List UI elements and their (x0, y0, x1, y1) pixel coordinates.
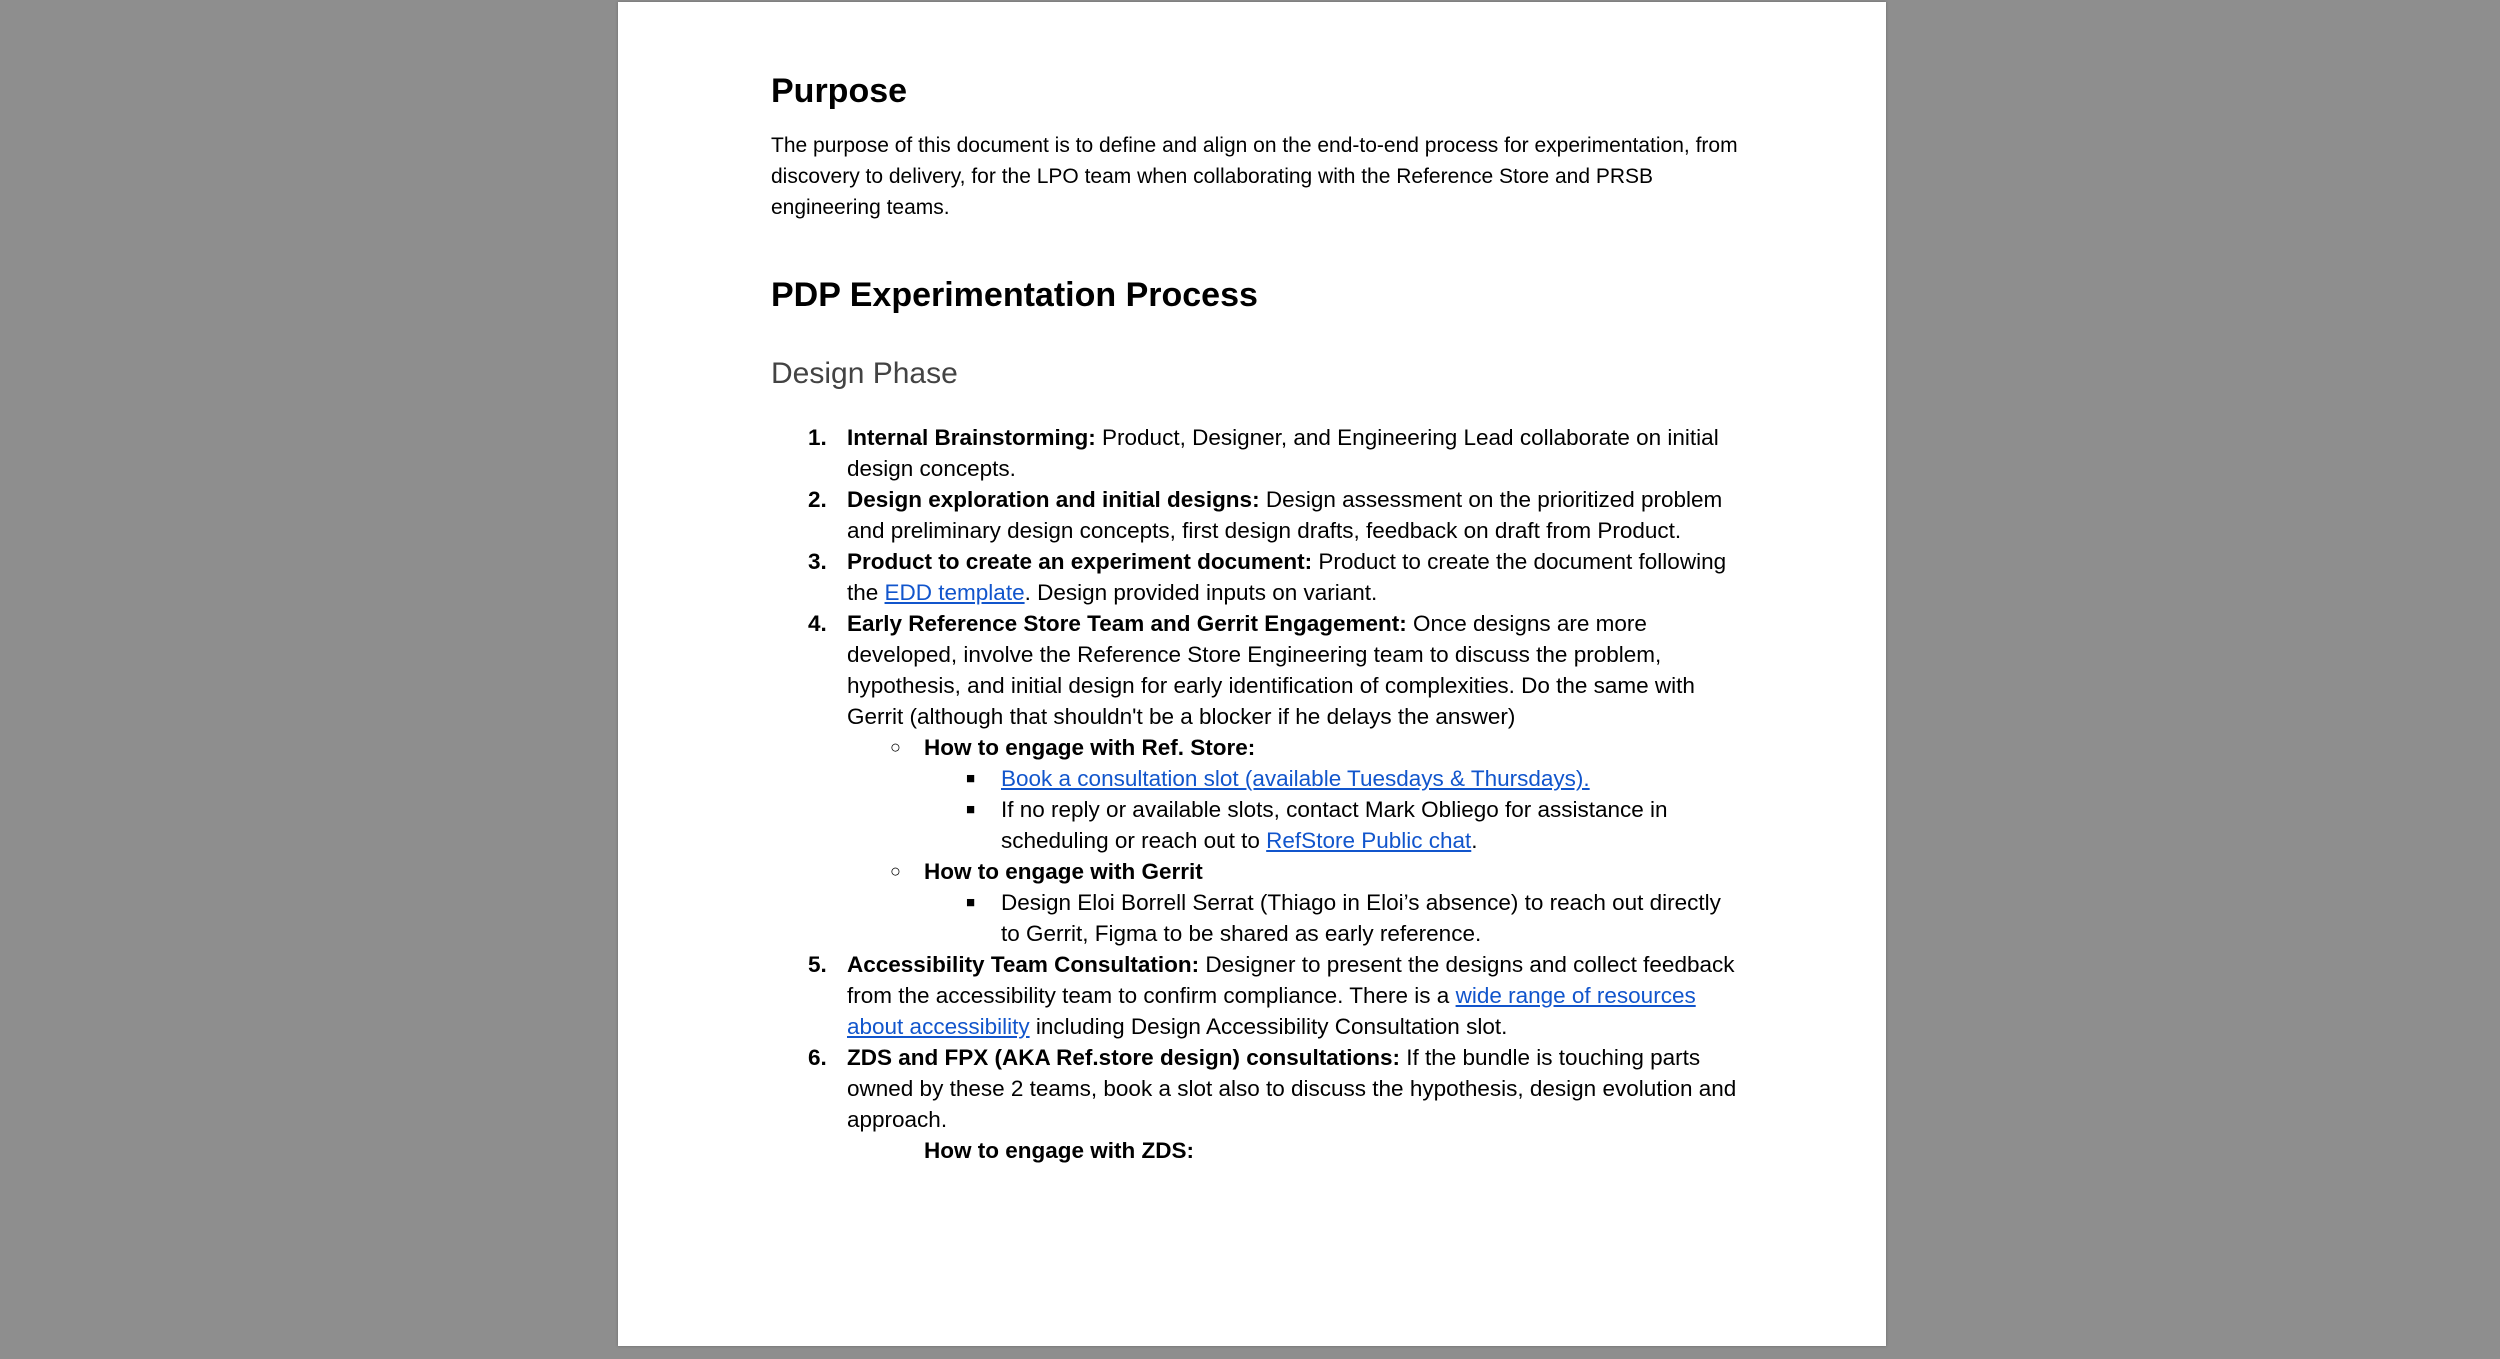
list-item-text (847, 422, 1747, 484)
square-bullet-icon: ■ (966, 770, 976, 787)
list-number: 3. (808, 549, 827, 574)
sub-item-refstore (771, 732, 1751, 763)
list-item-text (847, 608, 1747, 732)
step-body-after: including Design Accessibility Consultation slot. (1029, 1014, 1508, 1039)
list-item-6 (771, 1042, 1751, 1135)
zds-engage-label: How to engage with ZDS: (924, 1138, 1194, 1163)
step-body-after: . Design provided inputs on variant. (1024, 580, 1378, 605)
subsub-body-after: . (1471, 828, 1478, 853)
step-title: Early Reference Store Team and Gerrit Engagement: (847, 611, 1407, 636)
step-body: If the bundle is touching parts owned by these 2 teams, book a slot also to discuss the hypothesis, design evolution and approach. (847, 1045, 1737, 1132)
square-bullet-icon: ■ (966, 801, 976, 818)
list-number: 5. (808, 952, 827, 977)
process-heading: PDP Experimentation Process (771, 276, 1258, 314)
list-item-5 (771, 949, 1751, 1042)
list-item-4 (771, 608, 1751, 732)
list-number: 1. (808, 425, 827, 450)
step-title: ZDS and FPX (AKA Ref.store design) consultations: (847, 1045, 1400, 1070)
list-item-3 (771, 546, 1751, 608)
sub-item-gerrit (771, 856, 1751, 887)
design-phase-list (771, 422, 1751, 1166)
list-number: 4. (808, 611, 827, 636)
subsub-body: If no reply or available slots, contact Mark Obliego for assistance in scheduling or reach out to (1001, 797, 1668, 853)
document-page (618, 2, 1886, 1346)
sub-item-label: How to engage with Gerrit (924, 859, 1203, 884)
book-consultation-link[interactable]: Book a consultation slot (available Tuesdays & Thursdays). (1001, 766, 1590, 791)
step-title: Internal Brainstorming: (847, 425, 1096, 450)
list-item-1 (771, 422, 1751, 484)
list-item-text (847, 1042, 1747, 1135)
step-body: Product to create the document following the (847, 549, 1727, 605)
subsub-item-text: Design Eloi Borrell Serrat (Thiago in Eloi’s absence) to reach out directly to Gerrit, Figma to be shared as early reference. (1001, 890, 1721, 946)
subsub-item-text (1001, 794, 1721, 856)
list-number: 2. (808, 487, 827, 512)
square-bullet-icon: ■ (966, 894, 976, 911)
refstore-public-chat-link[interactable]: RefStore Public chat (1266, 828, 1472, 853)
hollow-circle-bullet-icon: ○ (890, 737, 901, 757)
step-body: Design assessment on the prioritized problem and preliminary design concepts, first design drafts, feedback on draft from Product. (847, 487, 1723, 543)
purpose-paragraph: The purpose of this document is to define and align on the end-to-end process for experimentation, from discovery to delivery, for the LPO team when collaborating with the Reference Store and PRSB engineering teams. (771, 134, 1738, 219)
list-item-text (847, 949, 1747, 1042)
design-phase-heading: Design Phase (771, 357, 958, 390)
list-item-2 (771, 484, 1751, 546)
list-number: 6. (808, 1045, 827, 1070)
subsub-item-gerrit-contact (771, 887, 1751, 949)
accessibility-resources-link[interactable]: wide range of resources about accessibility (847, 983, 1696, 1039)
subsub-item-no-reply (771, 794, 1751, 856)
edd-template-link[interactable]: EDD template (884, 580, 1025, 605)
step-body: Designer to present the designs and collect feedback from the accessibility team to confirm compliance. There is a (847, 952, 1735, 1008)
step-body: Product, Designer, and Engineering Lead collaborate on initial design concepts. (847, 425, 1719, 481)
subsub-item-consultation (771, 763, 1751, 794)
step-title: Product to create an experiment document: (847, 549, 1313, 574)
step-body: Once designs are more developed, involve the Reference Store Engineering team to discuss the problem, hypothesis, and initial design for early identification of complexities. Do the same with Gerrit (although that shouldn't be a blocker if he delays the answer) (847, 611, 1695, 729)
step-title: Design exploration and initial designs: (847, 487, 1260, 512)
purpose-heading: Purpose (771, 72, 908, 110)
hollow-circle-bullet-icon: ○ (890, 861, 901, 881)
sub-item-label: How to engage with Ref. Store: (924, 735, 1256, 760)
subsub-item-text (1001, 763, 1721, 794)
list-item-text (847, 484, 1747, 546)
list-item-text (847, 546, 1747, 608)
step-title: Accessibility Team Consultation: (847, 952, 1200, 977)
